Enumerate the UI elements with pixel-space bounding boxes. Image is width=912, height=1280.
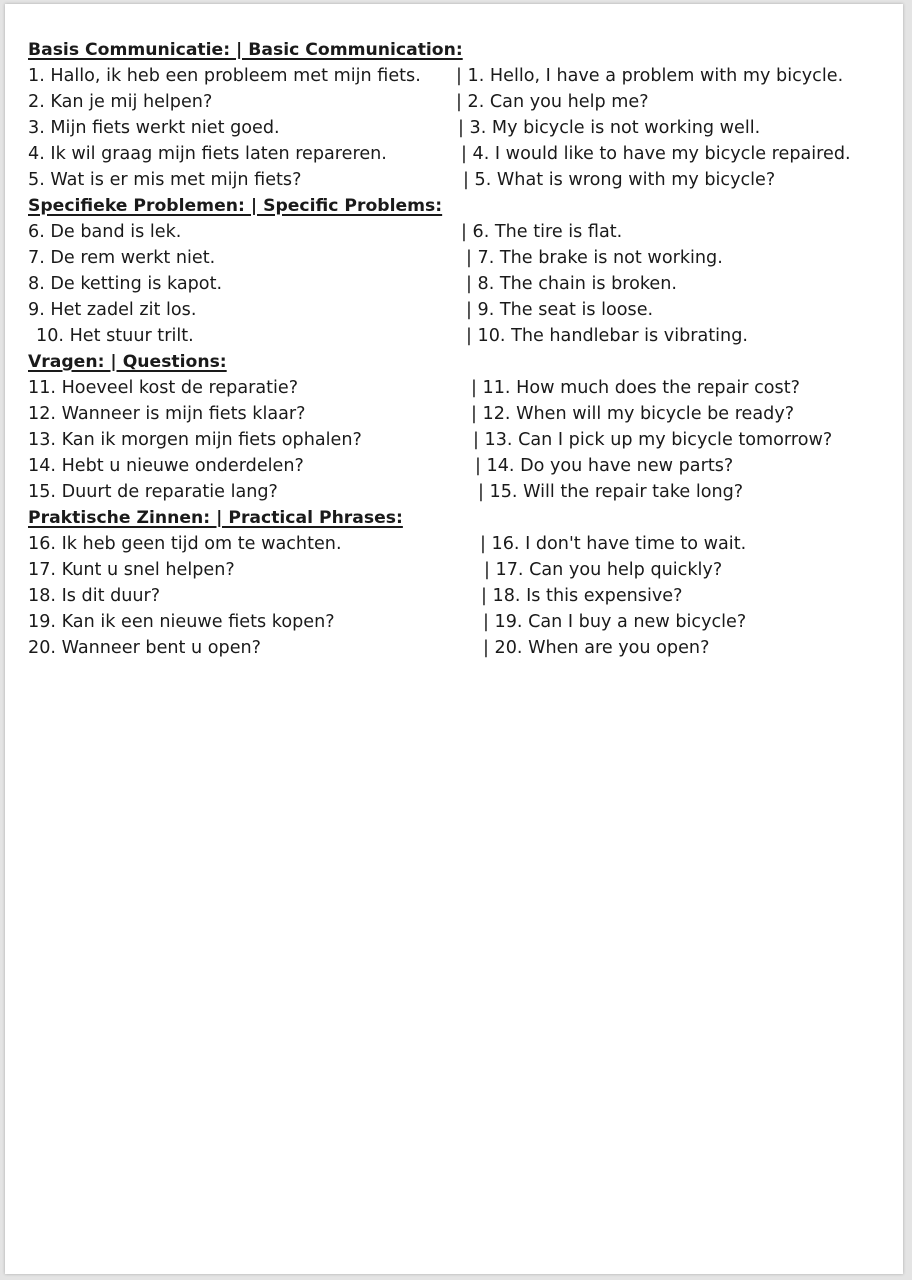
english-translation: | 1. Hello, I have a problem with my bicycle. (456, 66, 844, 86)
english-translation: | 7. The brake is not working. (466, 248, 723, 268)
english-translation: | 14. Do you have new parts? (475, 456, 734, 476)
english-translation: | 4. I would like to have my bicycle repaired. (461, 144, 851, 164)
english-translation: | 9. The seat is loose. (466, 300, 654, 320)
dutch-phrase: 7. De rem werkt niet. (28, 248, 216, 268)
phrase-row (28, 167, 888, 193)
dutch-phrase: 4. Ik wil graag mijn fiets laten repareren. (28, 144, 387, 164)
phrase-row (28, 271, 888, 297)
dutch-phrase: 13. Kan ik morgen mijn fiets ophalen? (28, 430, 362, 450)
english-translation: | 8. The chain is broken. (466, 274, 678, 294)
dutch-phrase: 10. Het stuur trilt. (36, 326, 194, 346)
english-translation: | 20. When are you open? (483, 638, 710, 658)
dutch-phrase: 12. Wanneer is mijn fiets klaar? (28, 404, 306, 424)
dutch-phrase: 9. Het zadel zit los. (28, 300, 197, 320)
phrase-list (28, 37, 888, 661)
dutch-phrase: 16. Ik heb geen tijd om te wachten. (28, 534, 342, 554)
phrase-row (28, 89, 888, 115)
phrase-row (28, 297, 888, 323)
phrase-row (28, 427, 888, 453)
english-translation: | 2. Can you help me? (456, 92, 649, 112)
phrase-row (28, 479, 888, 505)
document-page (5, 4, 903, 1274)
dutch-phrase: 8. De ketting is kapot. (28, 274, 223, 294)
section-heading-practical-phrases: Praktische Zinnen: | Practical Phrases: (28, 508, 403, 528)
dutch-phrase: 14. Hebt u nieuwe onderdelen? (28, 456, 304, 476)
english-translation: | 17. Can you help quickly? (484, 560, 723, 580)
english-translation: | 10. The handlebar is vibrating. (466, 326, 748, 346)
phrase-row (28, 635, 888, 661)
section-heading-questions: Vragen: | Questions: (28, 352, 227, 372)
section-heading-basic-communication: Basis Communicatie: | Basic Communication: (28, 40, 463, 60)
phrase-row (28, 557, 888, 583)
dutch-phrase: 15. Duurt de reparatie lang? (28, 482, 278, 502)
english-translation: | 15. Will the repair take long? (478, 482, 744, 502)
dutch-phrase: 20. Wanneer bent u open? (28, 638, 262, 658)
english-translation: | 16. I don't have time to wait. (480, 534, 747, 554)
dutch-phrase: 2. Kan je mij helpen? (28, 92, 213, 112)
english-translation: | 11. How much does the repair cost? (471, 378, 800, 398)
phrase-row (28, 115, 888, 141)
dutch-phrase: 5. Wat is er mis met mijn fiets? (28, 170, 302, 190)
dutch-phrase: 11. Hoeveel kost de reparatie? (28, 378, 299, 398)
dutch-phrase: 18. Is dit duur? (28, 586, 161, 606)
dutch-phrase: 1. Hallo, ik heb een probleem met mijn fiets. (28, 66, 421, 86)
english-translation: | 12. When will my bicycle be ready? (471, 404, 795, 424)
phrase-row (28, 63, 888, 89)
section-heading-specific-problems: Specifieke Problemen: | Specific Problems: (28, 196, 443, 216)
phrase-row (28, 609, 888, 635)
dutch-phrase: 19. Kan ik een nieuwe fiets kopen? (28, 612, 335, 632)
dutch-phrase: 6. De band is lek. (28, 222, 182, 242)
english-translation: | 13. Can I pick up my bicycle tomorrow? (473, 430, 833, 450)
dutch-phrase: 17. Kunt u snel helpen? (28, 560, 235, 580)
phrase-row (28, 219, 888, 245)
phrase-row (28, 141, 888, 167)
english-translation: | 19. Can I buy a new bicycle? (483, 612, 747, 632)
phrase-row (28, 323, 888, 349)
english-translation: | 5. What is wrong with my bicycle? (463, 170, 776, 190)
phrase-row (28, 583, 888, 609)
phrase-row (28, 245, 888, 271)
phrase-row (28, 375, 888, 401)
english-translation: | 6. The tire is flat. (461, 222, 623, 242)
phrase-row (28, 453, 888, 479)
dutch-phrase: 3. Mijn fiets werkt niet goed. (28, 118, 280, 138)
english-translation: | 3. My bicycle is not working well. (458, 118, 761, 138)
phrase-row (28, 531, 888, 557)
english-translation: | 18. Is this expensive? (481, 586, 683, 606)
phrase-row (28, 401, 888, 427)
